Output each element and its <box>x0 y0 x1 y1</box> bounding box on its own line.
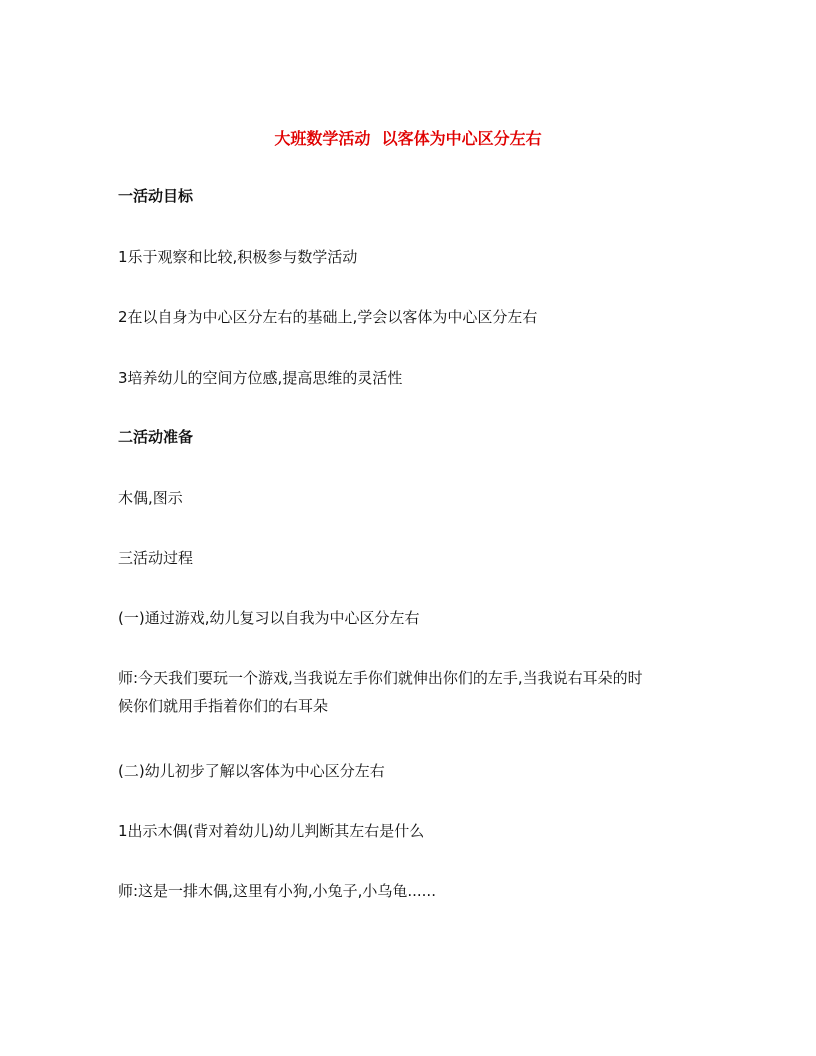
step2-heading: (二)幼儿初步了解以客体为中心区分左右 <box>118 762 385 780</box>
step2-item-1: 1出示木偶(背对着幼儿)幼儿判断其左右是什么 <box>118 822 425 840</box>
step2-text: 师:这是一排木偶,这里有小狗,小兔子,小乌龟...... <box>118 882 436 900</box>
section-heading-process: 三活动过程 <box>118 549 194 567</box>
step1-text-line-1: 师:今天我们要玩一个游戏,当我说左手你们就伸出你们的左手,当我说右耳朵的时 <box>118 669 643 687</box>
step1-heading: (一)通过游戏,幼儿复习以自我为中心区分左右 <box>118 609 420 627</box>
goal-item-1: 1乐于观察和比较,积极参与数学活动 <box>118 248 358 266</box>
goal-item-2: 2在以自身为中心区分左右的基础上,学会以客体为中心区分左右 <box>118 308 538 326</box>
section-heading-preparation: 二活动准备 <box>118 428 194 446</box>
materials-text: 木偶,图示 <box>118 489 183 507</box>
document-title: 大班数学活动 以客体为中心区分左右 <box>274 129 542 148</box>
step1-text-line-2: 候你们就用手指着你们的右耳朵 <box>118 697 329 715</box>
step1-paragraph <box>118 664 698 720</box>
goal-item-3: 3培养幼儿的空间方位感,提高思维的灵活性 <box>118 369 403 387</box>
section-heading-goals: 一活动目标 <box>118 187 194 205</box>
